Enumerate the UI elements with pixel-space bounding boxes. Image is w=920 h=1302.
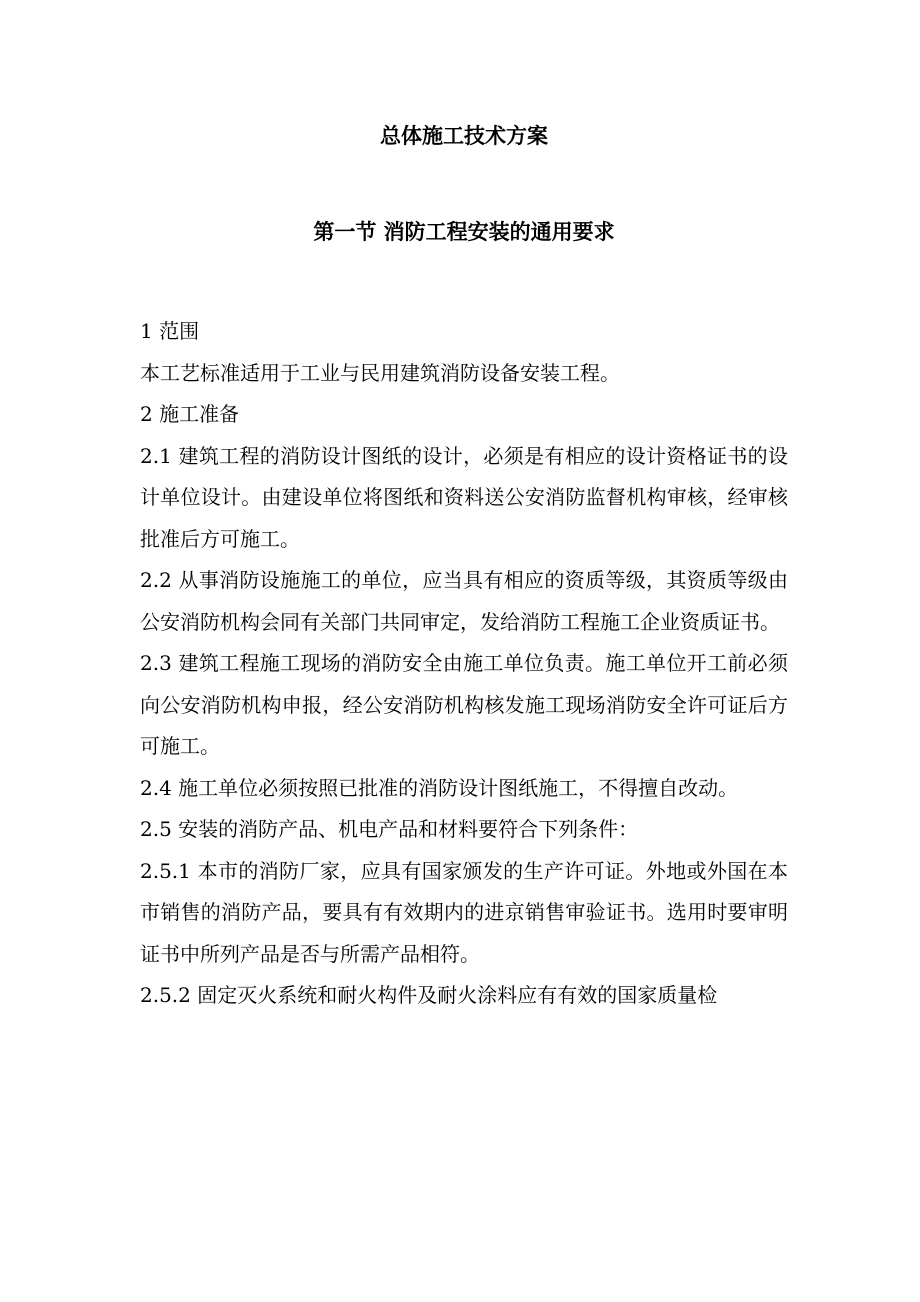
paragraph: 2.4 施工单位必须按照已批准的消防设计图纸施工，不得擅自改动。 [140, 775, 739, 800]
paragraph: 2.3 建筑工程施工现场的消防安全由施工单位负责。施工单位开工前必须向公安消防机构申报，经公安消防机构核发施工现场消防安全许可证后方可施工。 [140, 651, 788, 758]
paragraph: 2 施工准备 [140, 402, 240, 426]
paragraph: 2.5.1 本市的消防厂家，应具有国家颁发的生产许可证。外地或外国在本市销售的消防产品，要具有有效期内的进京销售审验证书。选用时要审明证书中所列产品是否与所需产品相符。 [140, 858, 788, 966]
paragraph: 2.2 从事消防设施施工的单位，应当具有相应的资质等级，其资质等级由公安消防机构会同有关部门共同审定，发给消防工程施工企业资质证书。 [140, 568, 788, 634]
paragraph: 1 范围 [140, 319, 200, 343]
section-title: 第一节 消防工程安装的通用要求 [313, 219, 615, 244]
paragraph: 2.5 安装的消防产品、机电产品和材料要符合下列条件： [140, 817, 639, 841]
paragraph: 2.5.2 固定灭火系统和耐火构件及耐火涂料应有有效的国家质量检 [140, 983, 718, 1007]
paragraph: 2.1 建筑工程的消防设计图纸的设计，必须是有相应的设计资格证书的设计单位设计。由建设单位将图纸和资料送公安消防监督机构审核，经审核批准后方可施工。 [140, 443, 788, 551]
paragraph: 本工艺标准适用于工业与民用建筑消防设备安装工程。 [140, 360, 620, 385]
document-title: 总体施工技术方案 [380, 123, 548, 148]
document-body [140, 311, 788, 1017]
